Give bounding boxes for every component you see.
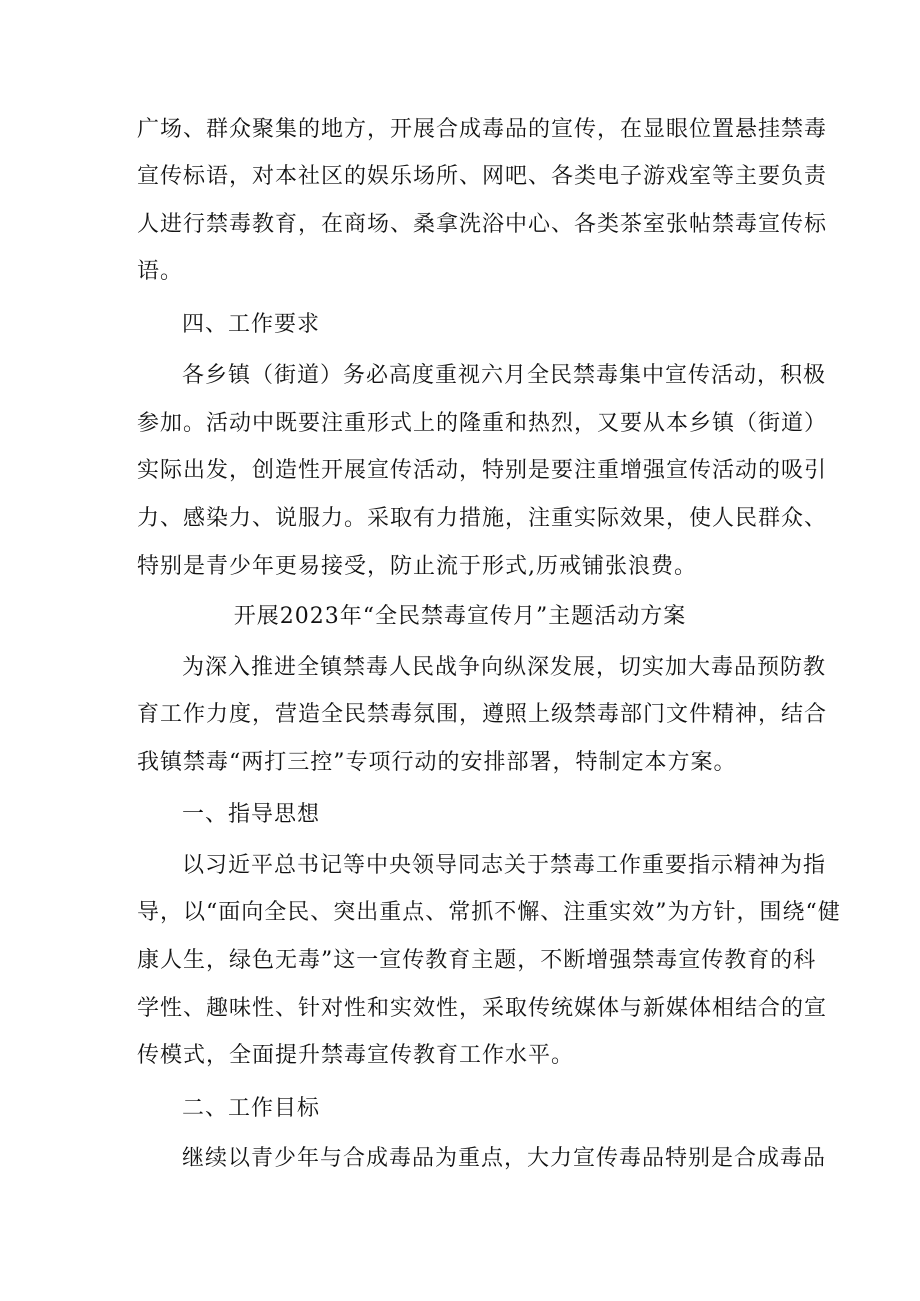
document-title: 开展2023年“全民禁毒宣传月”主题活动方案	[233, 604, 687, 629]
section-heading: 一、指导思想	[182, 802, 321, 827]
section-heading: 二、工作目标	[182, 1096, 321, 1121]
paragraph-line: 康人生，绿色无毒”这一宣传教育主题，不断增强禁毒宣传教育的科	[137, 948, 817, 973]
paragraph-line: 为深入推进全镇禁毒人民战争向纵深发展，切实加大毒品预防教	[182, 655, 827, 680]
paragraph-line: 人进行禁毒教育，在商场、桑拿洗浴中心、各类茶室张帖禁毒宣传标	[137, 212, 828, 237]
paragraph-line: 传模式，全面提升禁毒宣传教育工作水平。	[137, 1043, 575, 1068]
paragraph-line: 宣传标语，对本社区的娱乐场所、网吧、各类电子游戏室等主要负责	[137, 164, 828, 189]
paragraph-line: 继续以青少年与合成毒品为重点，大力宣传毒品特别是合成毒品	[182, 1146, 827, 1171]
paragraph-line: 育工作力度，营造全民禁毒氛围，遵照上级禁毒部门文件精神，结合	[137, 702, 828, 727]
paragraph-line: 以习近平总书记等中央领导同志关于禁毒工作重要指示精神为指	[182, 853, 827, 878]
paragraph-line: 力、感染力、说服力。采取有力措施，注重实际效果，使人民群众、	[137, 506, 828, 531]
paragraph-line: 语。	[137, 259, 184, 284]
paragraph-line: 参加。活动中既要注重形式上的隆重和热烈，又要从本乡镇（街道）	[137, 411, 828, 436]
paragraph-line: 导，以“面向全民、突出重点、常抓不懈、注重实效”为方针，围绕“健	[137, 900, 841, 925]
paragraph-line: 各乡镇（街道）务必高度重视六月全民禁毒集中宣传活动，积极	[182, 363, 827, 388]
paragraph-line: 我镇禁毒“两打三控”专项行动的安排部署，特制定本方案。	[137, 750, 737, 775]
paragraph-line: 广场、群众聚集的地方，开展合成毒品的宣传，在显眼位置悬挂禁毒	[137, 117, 828, 142]
paragraph-line: 特别是青少年更易接受，防止流于形式,历戒铺张浪费。	[137, 554, 697, 579]
paragraph-line: 学性、趣味性、针对性和实效性，采取传统媒体与新媒体相结合的宣	[137, 996, 828, 1021]
section-heading: 四、工作要求	[182, 312, 321, 337]
paragraph-line: 实际出发，创造性开展宣传活动，特别是要注重增强宣传活动的吸引	[137, 458, 828, 483]
